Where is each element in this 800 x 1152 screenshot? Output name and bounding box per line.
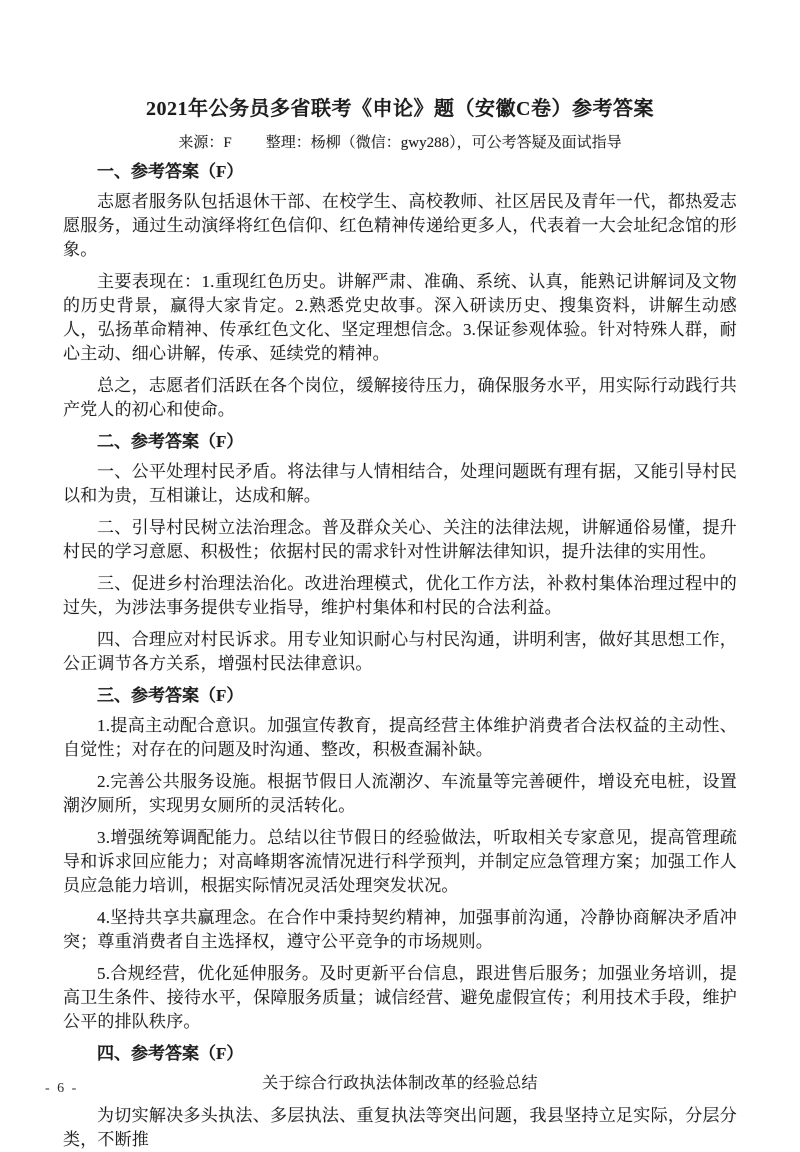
section-answer-1 (63, 160, 737, 422)
answer-paragraph: 主要表现在：1.重现红色历史。讲解严肃、准确、系统、认真，能熟记讲解词及文物的历史背景，赢得大家肯定。2.熟悉党史故事。深入研读历史、搜集资料，讲解生动感人，弘扬革命精神、传承红色文化、坚定理想信念。3.保证参观体验。针对特殊人群，耐心主动、细心讲解，传承、延续党的精神。 (63, 272, 737, 363)
section-heading: 一、参考答案（F） (97, 162, 244, 181)
answer-paragraph: 三、促进乡村治理法治化。改进治理模式，优化工作方法，补救村集体治理过程中的过失，为涉法事务提供专业指导，维护村集体和村民的合法利益。 (63, 574, 737, 617)
answer-paragraph: 1.提高主动配合意识。加强宣传教育，提高经营主体维护消费者合法权益的主动性、自觉性；对存在的问题及时沟通、整改，积极查漏补缺。 (63, 716, 737, 759)
page-title: 2021年公务员多省联考《申论》题（安徽C卷）参考答案 (146, 98, 654, 120)
essay-title: 关于综合行政执法体制改革的经验总结 (262, 1075, 538, 1092)
answer-paragraph: 4.坚持共享共赢理念。在合作中秉持契约精神，加强事前沟通，冷静协商解决矛盾冲突；尊重消费者自主选择权，遵守公平竞争的市场规则。 (63, 908, 737, 951)
answer-paragraph: 四、合理应对村民诉求。用专业知识耐心与村民沟通，讲明利害，做好其思想工作，公正调节各方关系，增强村民法律意识。 (63, 630, 737, 673)
page-number: - 6 - (45, 1081, 79, 1096)
section-heading: 四、参考答案（F） (97, 1044, 244, 1063)
section-answer-4 (63, 1042, 737, 1152)
answer-paragraph: 一、公平处理村民矛盾。将法律与人情相结合，处理问题既有理有据，又能引导村民以和为贵，互相谦让，达成和解。 (63, 462, 737, 505)
answer-paragraph: 二、引导村民树立法治理念。普及群众关心、关注的法律法规，讲解通俗易懂，提升村民的学习意愿、积极性；依据村民的需求针对性讲解法律知识，提升法律的实用性。 (63, 518, 737, 561)
editor-label: 整理：杨柳（微信：gwy288），可公考答疑及面试指导 (265, 135, 622, 151)
answer-paragraph: 志愿者服务队包括退休干部、在校学生、高校教师、社区居民及青年一代，都热爱志愿服务，通过生动演绎将红色信仰、红色精神传递给更多人，代表着一大会址纪念馆的形象。 (63, 192, 737, 259)
section-answer-2 (63, 430, 737, 676)
source-line (63, 132, 737, 154)
answer-paragraph: 5.合规经营，优化延伸服务。及时更新平台信息，跟进售后服务；加强业务培训，提高卫生条件、接待水平，保障服务质量；诚信经营、避免虚假宣传；利用技术手段，维护公平的排队秩序。 (63, 964, 737, 1031)
section-answer-3 (63, 684, 737, 1034)
section-heading: 三、参考答案（F） (97, 686, 244, 705)
answer-paragraph: 为切实解决多头执法、多层执法、重复执法等突出问题，我县坚持立足实际，分层分类，不断推 (63, 1106, 737, 1149)
answer-paragraph: 3.增强统筹调配能力。总结以往节假日的经验做法，听取相关专家意见，提高管理疏导和诉求回应能力；对高峰期客流情况进行科学预判，并制定应急管理方案；加强工作人员应急能力培训，根据实际情况灵活处理突发状况。 (63, 828, 737, 895)
source-label: 来源：F (178, 135, 232, 151)
answer-paragraph: 2.完善公共服务设施。根据节假日人流潮汐、车流量等完善硬件，增设充电桩，设置潮汐厕所，实现男女厕所的灵活转化。 (63, 772, 737, 815)
section-heading: 二、参考答案（F） (97, 432, 244, 451)
answer-paragraph: 总之，志愿者们活跃在各个岗位，缓解接待压力，确保服务水平，用实际行动践行共产党人的初心和使命。 (63, 376, 737, 419)
